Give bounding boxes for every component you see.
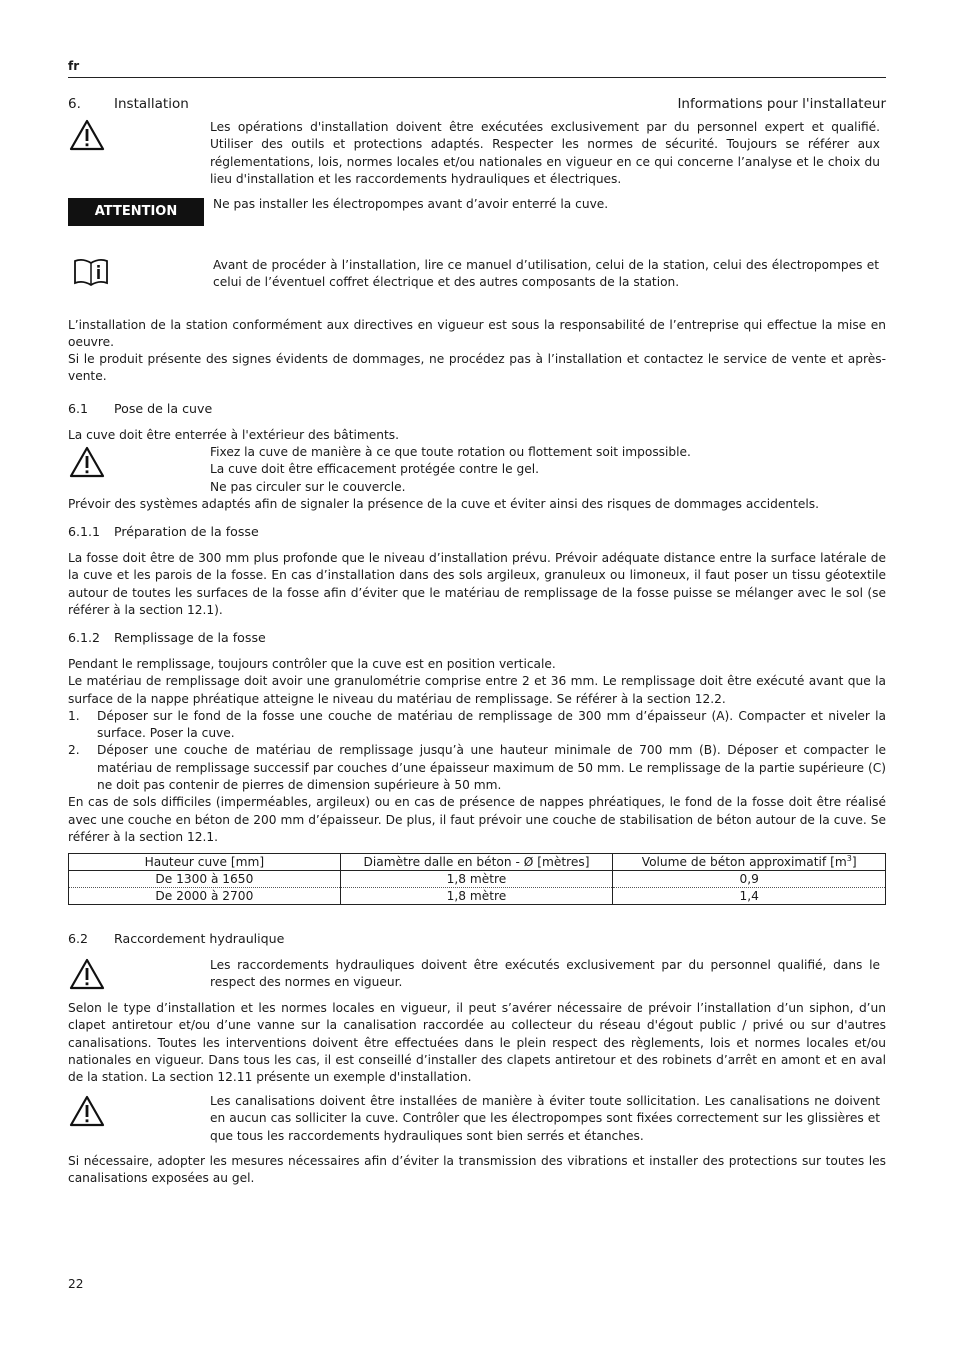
page-number: 22 <box>68 1277 84 1291</box>
info-note-text: Avant de procéder à l’installation, lire ce manuel d’utilisation, celui de la station, celui des électropompes et celui de l’éventuel coffret électrique et des autres composants de la station. <box>213 258 879 290</box>
concrete-table <box>68 853 886 905</box>
s611-text: La fosse doit être de 300 mm plus profonde que le niveau d’installation prévu. Prévoir adéquate distance entre la surface latérale de la cuve et les parois de la fosse. En cas d’installation dans des sols argileux, granuleux ou limoneux, il faut poser un tissu géotextile autour de toutes les surfaces de la fosse afin d’éviter que le matériau de remplissage de la fosse puisse se mélanger avec le sol (se référer à la section 12.1). <box>68 551 886 617</box>
s61-warning-line: Fixez la cuve de manière à ce que toute rotation ou flottement soit impossible. <box>210 445 691 459</box>
s612-steps <box>68 708 886 794</box>
read-manual-icon <box>73 258 109 288</box>
subsection-6-2-title: 6.2 Raccordement hydraulique <box>68 931 285 946</box>
s62-paragraph-2: Si nécessaire, adopter les mesures nécessaires afin d’éviter la transmission des vibrations et installer des protections sur toutes les canalisations exposées au gel. <box>68 1154 886 1186</box>
s61-line1: La cuve doit être enterrée à l'extérieur des bâtiments. <box>68 428 399 442</box>
attention-badge: ATTENTION <box>68 198 204 226</box>
section-right-title: Informations pour l'installateur <box>677 96 886 112</box>
section-title-text: Installation <box>114 96 189 112</box>
subsection-6-1-title: 6.1 Pose de la cuve <box>68 401 213 416</box>
subsection-6-1-2-title: 6.1.2 Remplissage de la fosse <box>68 630 266 645</box>
s612-block <box>68 656 886 846</box>
s62-paragraph-1: Selon le type d’installation et les normes locales en vigueur, il peut s’avérer nécessaire de prévoir l’installation d’un siphon, d’un clapet antiretour et/ou d’une vanne sur la canalisation raccordée au collecteur du réseau d'égout public / privé ou sur d'autres canalisations. Toutes les interventions doivent être effectuées dans le plein respect des règlements, lois et normes locales et/ou nationales en vigueur. Dans tous les cas, il est conseillé d’installer des clapets antiretour et des robinets d’arrêt en amont et en aval de la station. La section 12.11 présente un exemple d'installation. <box>68 1001 886 1085</box>
s61-warning-line: Ne pas circuler sur le couvercle. <box>210 479 406 494</box>
table-row: De 2000 à 2700 1,8 mètre 1,4 <box>69 888 886 905</box>
s62-warning-1: Les raccordements hydrauliques doivent être exécutés exclusivement par du personnel qualifié, dans le respect des normes en vigueur. <box>210 958 880 990</box>
s62-warning-2: Les canalisations doivent être installées de manière à éviter toute sollicitation. Les canalisations ne doivent en aucun cas solliciter la cuve. Contrôler que les électropompes sont fixées correctement sur les glissières et que tous les raccordements hydrauliques sont bien serrés et étanches. <box>210 1094 880 1143</box>
intro-warning-text: Les opérations d'installation doivent être exécutées exclusivement par du personnel expert et qualifié. Utiliser des outils et protections adaptés. Respecter les normes de sécurité. Toujours se référer aux réglementations, lois, normes locales et/ou nationales en vigueur en ce qui concerne l’analyse et le choix du lieu d'installation et les raccordements hydrauliques et électriques. <box>210 120 880 186</box>
warning-icon <box>69 119 105 151</box>
s61-warning-line: La cuve doit être efficacement protégée contre le gel. <box>210 462 540 477</box>
s61-line-after: Prévoir des systèmes adaptés afin de signaler la présence de la cuve et éviter ainsi des risques de dommages accidentels. <box>68 497 820 511</box>
list-item: 2. Déposer une couche de matériau de remplissage jusqu’à une hauteur minimale de 700 mm (B). Déposer et compacter le matériau de remplissage successif par couches d’une épaisseur maximum de 50 mm. Le remplissage de la partie supérieure (C) ne doit pas contenir de pierres de dimension supérieure à 50 mm. <box>68 743 886 793</box>
warning-icon <box>69 1095 105 1127</box>
table-header: Hauteur cuve [mm] <box>69 854 341 871</box>
damage-paragraph: Si le produit présente des signes évidents de dommages, ne procédez pas à l’installation et contactez le service de vente et après-vente. <box>68 352 886 384</box>
subsection-6-1-1-title: 6.1.1 Préparation de la fosse <box>68 524 259 539</box>
section-title <box>68 96 189 113</box>
section-number: 6. <box>68 96 81 112</box>
s61-warning-lines <box>210 444 691 496</box>
responsibility-paragraph: L’installation de la station conformément aux directives en vigueur est sous la responsabilité de l’entreprise qui effectue la mise en oeuvre. <box>68 318 886 350</box>
table-row: De 1300 à 1650 1,8 mètre 0,9 <box>69 871 886 888</box>
attention-text: Ne pas installer les électropompes avant d’avoir enterré la cuve. <box>213 197 609 211</box>
header-rule <box>68 77 886 78</box>
s612-p3: En cas de sols difficiles (imperméables, argileux) ou en cas de présence de nappes phréatiques, le fond de la fosse doit être réalisé avec une couche en béton de 200 mm d’épaisseur. De plus, il faut prévoir une couche de stabilisation de béton autour de la cuve. Se référer à la section 12.1. <box>68 795 886 844</box>
s612-p1: Pendant le remplissage, toujours contrôler que la cuve est en position verticale. <box>68 657 556 671</box>
table-header: Volume de béton approximatif $[m^3]$ <box>613 854 886 871</box>
list-item: 1. Déposer sur le fond de la fosse une couche de matériau de remplissage de 300 mm d’épaisseur (A). Compacter et niveler la surface. Poser la cuve. <box>68 708 886 741</box>
warning-icon <box>69 446 105 478</box>
warning-icon <box>69 958 105 990</box>
s612-p2: Le matériau de remplissage doit avoir une granulométrie comprise entre 2 et 36 mm. Le remplissage doit être exécuté avant que la surface de la nappe phréatique atteigne le niveau du matériau de remplissage. Se référer à la section 12.2. <box>68 674 886 706</box>
language-code: fr <box>68 59 80 73</box>
table-header: Diamètre dalle en béton - Ø [mètres] <box>340 854 613 871</box>
